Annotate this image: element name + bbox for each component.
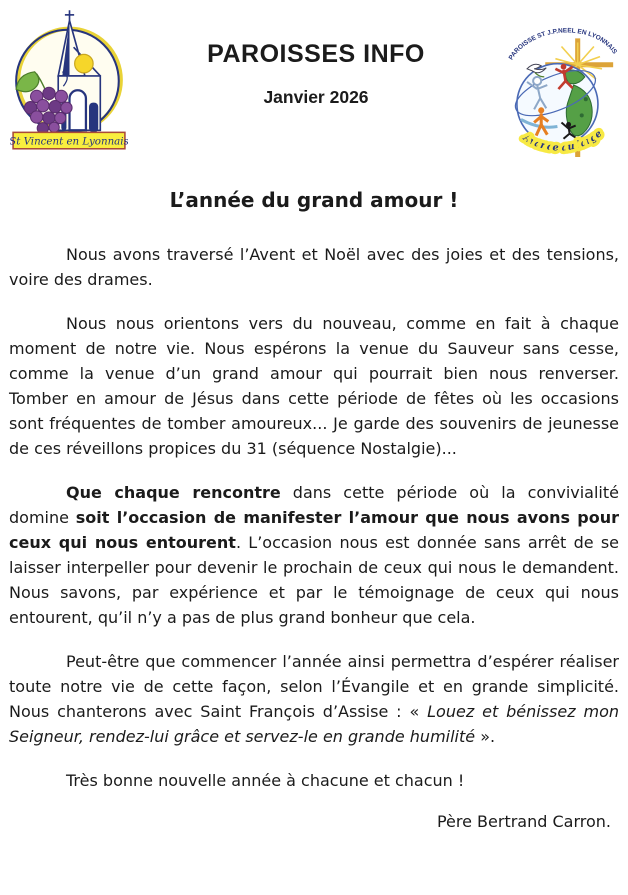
right-logo-arc-bottom: Avance au large	[521, 128, 605, 154]
signature: Père Bertrand Carron.	[436, 812, 611, 831]
paragraph: Nous nous orientons vers du nouveau, comme en fait à chaque moment de notre vie. Nous espérons la venue du Sauveur sans cesse, comme la venue d’un grand amour qui pourrait bien nous renverser. Tomber en amour de Jésus dans cette période de fêtes où les occasions sont fréquentes de tomber amoureux... Je garde des souvenirs de jeunesse de ces réveillons propices du 31 (séquence Nostalgie)...	[9, 314, 619, 458]
issue-date: Janvier 2026	[263, 87, 369, 107]
article-body	[9, 242, 619, 793]
right-logo-arc-top: PAROISSE ST J.P.NEEL EN LYONNAIS	[507, 27, 619, 62]
article	[0, 188, 628, 831]
paragraph: Très bonne nouvelle année à chacune et chacun !	[66, 771, 465, 790]
globe-cross-logo-icon	[504, 8, 622, 160]
header-title-block	[128, 40, 504, 108]
svg-text:PAROISSE ST J.P.NEEL EN LYONNA	[508, 27, 619, 61]
st-jp-neel-logo	[504, 8, 622, 164]
paragraph: Peut-être que commencer l’année ainsi permettra d’espérer réaliser toute notre vie de cette façon, selon l’Évangile et en grande simplicité. Nous chanterons avec Saint François d’Assise : « Louez et bénissez mon Seigneur, rendez-lui grâce et servez-le en grande humilité ».	[9, 652, 619, 746]
left-logo-caption: St Vincent en Lyonnais	[10, 135, 128, 148]
st-vincent-logo	[10, 8, 128, 154]
header	[0, 0, 628, 164]
article-title: L’année du grand amour !	[169, 188, 459, 212]
paragraph: Nous avons traversé l’Avent et Noël avec des joies et des tensions, voire des drames.	[9, 245, 619, 289]
paragraph: Que chaque rencontre dans cette période où la convivialité domine soit l’occasion de manifester l’amour que nous avons pour ceux qui nous entourent. L’occasion nous est donnée sans arrêt de se laisser interpeller pour devenir le prochain de ceux qui nous le demandent. Nous savons, par expérience et par le témoignage de ceux qui nous entourent, qu’il n’y a pas de plus grand bonheur que cela.	[9, 483, 620, 627]
church-grapes-logo-icon	[10, 8, 128, 150]
newsletter-title: PAROISSES INFO	[207, 40, 425, 68]
